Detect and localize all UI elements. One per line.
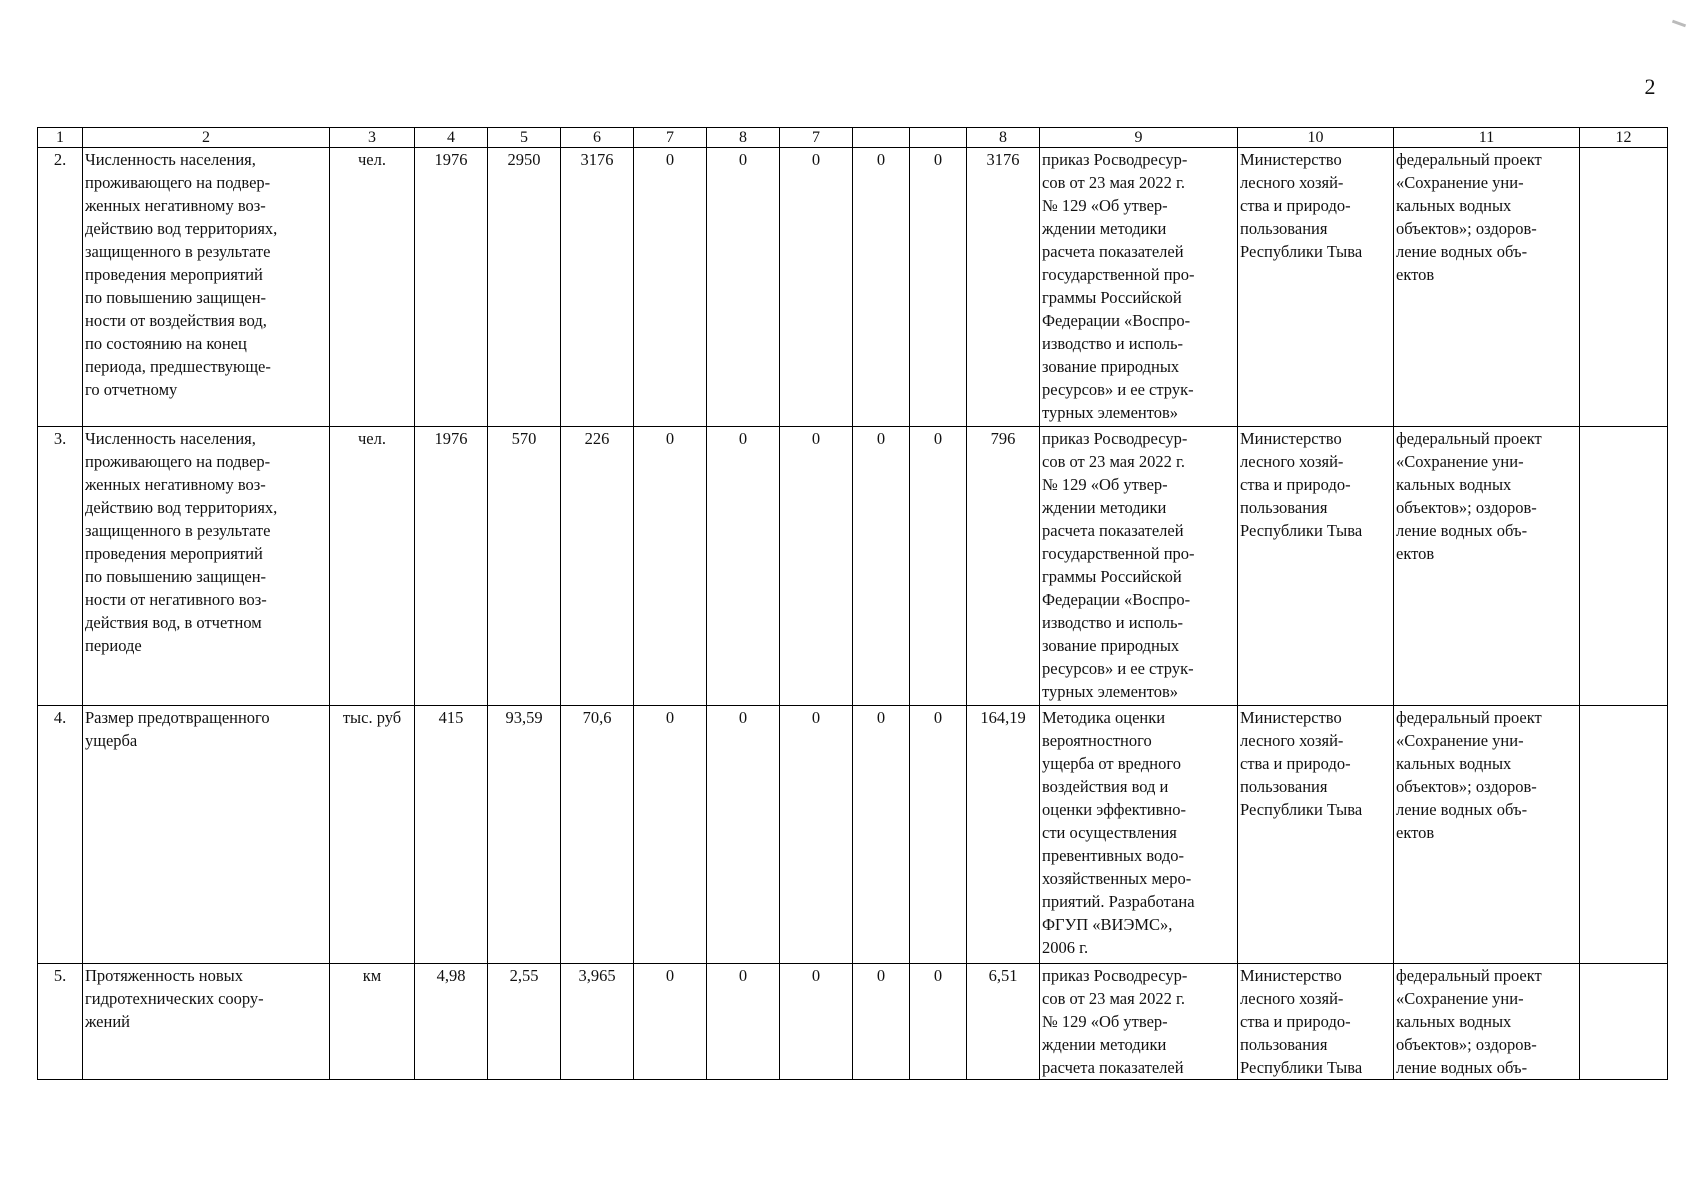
value-cell: 0 bbox=[910, 964, 967, 1080]
header-cell: 7 bbox=[634, 128, 707, 148]
value-cell: 0 bbox=[780, 427, 853, 706]
basis-cell: приказ Росводресур- сов от 23 мая 2022 г. № 129 «Об утвер- ждении методики расчета показателей bbox=[1042, 966, 1188, 1077]
value-cell: 0 bbox=[780, 706, 853, 964]
header-cell: 8 bbox=[707, 128, 780, 148]
note-cell bbox=[1580, 706, 1668, 964]
ministry-cell: Министерство лесного хозяй- ства и природо- пользования Республики Тыва bbox=[1240, 429, 1363, 540]
note-cell bbox=[1580, 427, 1668, 706]
ministry-cell: Министерство лесного хозяй- ства и природо- пользования Республики Тыва bbox=[1240, 708, 1363, 819]
value-cell: 0 bbox=[634, 427, 707, 706]
scan-mark bbox=[1672, 20, 1686, 28]
header-cell: 11 bbox=[1394, 128, 1580, 148]
value-cell: 3176 bbox=[967, 148, 1040, 427]
header-cell: 6 bbox=[561, 128, 634, 148]
value-cell: 0 bbox=[707, 427, 780, 706]
row-number: 3. bbox=[38, 427, 83, 706]
value-cell: 0 bbox=[853, 427, 910, 706]
value-cell: 3,965 bbox=[561, 964, 634, 1080]
indicator-name: Протяженность новых гидротехнических соору- жений bbox=[85, 966, 264, 1031]
header-cell: 10 bbox=[1238, 128, 1394, 148]
ministry-cell: Министерство лесного хозяй- ства и природо- пользования Республики Тыва bbox=[1240, 966, 1363, 1077]
value-cell: 0 bbox=[634, 706, 707, 964]
value-cell: 0 bbox=[853, 706, 910, 964]
indicator-name: Размер предотвращенного ущерба bbox=[85, 708, 270, 750]
header-cell bbox=[910, 128, 967, 148]
value-cell: 226 bbox=[561, 427, 634, 706]
table-row bbox=[38, 706, 1668, 964]
value-cell: 93,59 bbox=[488, 706, 561, 964]
value-cell: 0 bbox=[853, 148, 910, 427]
note-cell bbox=[1580, 148, 1668, 427]
header-cell: 9 bbox=[1040, 128, 1238, 148]
page-number: 2 bbox=[1644, 74, 1656, 99]
header-cell: 3 bbox=[330, 128, 415, 148]
value-cell: 2950 bbox=[488, 148, 561, 427]
header-cell: 1 bbox=[38, 128, 83, 148]
project-cell: федеральный проект «Сохранение уни- кальных водных объектов»; оздоров- ление водных объ- ектов bbox=[1396, 429, 1542, 563]
header-cell: 8 bbox=[967, 128, 1040, 148]
row-number: 4. bbox=[38, 706, 83, 964]
value-cell: 6,51 bbox=[967, 964, 1040, 1080]
basis-cell: приказ Росводресур- сов от 23 мая 2022 г. № 129 «Об утвер- ждении методики расчета показателей государственной про- граммы Российской Федерации «Воспро- изводство и исполь- зование природных ресурсов» и ее струк- турных элементов» bbox=[1042, 150, 1195, 422]
table-row bbox=[38, 148, 1668, 427]
value-cell: 1976 bbox=[415, 427, 488, 706]
value-cell: 0 bbox=[634, 964, 707, 1080]
value-cell: 0 bbox=[853, 964, 910, 1080]
value-cell: 2,55 bbox=[488, 964, 561, 1080]
basis-cell: Методика оценки вероятностного ущерба от вредного воздействия вод и оценки эффективно- сти осуществления превентивных водо- хозяйственных меро- приятий. Разработана ФГУП «ВИЭМС», 2006 г. bbox=[1042, 708, 1195, 957]
project-cell: федеральный проект «Сохранение уни- кальных водных объектов»; оздоров- ление водных объ- ектов bbox=[1396, 150, 1542, 284]
note-cell bbox=[1580, 964, 1668, 1080]
indicator-name: Численность населения, проживающего на подвер- женных негативному воз- действию вод территориях, защищенного в результате проведения мероприятий по повышению защищен- ности от воздействия вод, по состоянию на конец периода, предшествующе- го отчетному bbox=[85, 150, 278, 399]
basis-cell: приказ Росводресур- сов от 23 мая 2022 г. № 129 «Об утвер- ждении методики расчета показателей государственной про- граммы Российской Федерации «Воспро- изводство и исполь- зование природных ресурсов» и ее струк- турных элементов» bbox=[1042, 429, 1195, 701]
value-cell: 4,98 bbox=[415, 964, 488, 1080]
value-cell: 0 bbox=[707, 964, 780, 1080]
unit-cell: тыс. руб bbox=[330, 706, 415, 964]
value-cell: 0 bbox=[707, 148, 780, 427]
value-cell: 570 bbox=[488, 427, 561, 706]
row-number: 2. bbox=[38, 148, 83, 427]
value-cell: 796 bbox=[967, 427, 1040, 706]
row-number: 5. bbox=[38, 964, 83, 1080]
value-cell: 1976 bbox=[415, 148, 488, 427]
value-cell: 3176 bbox=[561, 148, 634, 427]
value-cell: 0 bbox=[780, 964, 853, 1080]
header-cell: 12 bbox=[1580, 128, 1668, 148]
indicator-name: Численность населения, проживающего на подвер- женных негативному воз- действию вод территориях, защищенного в результате проведения мероприятий по повышению защищен- ности от негативного воз- действия вод, в отчетном периоде bbox=[85, 429, 278, 655]
header-cell bbox=[853, 128, 910, 148]
header-cell: 4 bbox=[415, 128, 488, 148]
header-cell: 2 bbox=[83, 128, 330, 148]
value-cell: 0 bbox=[910, 706, 967, 964]
value-cell: 0 bbox=[780, 148, 853, 427]
table-row bbox=[38, 427, 1668, 706]
indicators-table bbox=[37, 127, 1668, 1080]
ministry-cell: Министерство лесного хозяй- ства и природо- пользования Республики Тыва bbox=[1240, 150, 1363, 261]
unit-cell: км bbox=[330, 964, 415, 1080]
unit-cell: чел. bbox=[330, 427, 415, 706]
value-cell: 70,6 bbox=[561, 706, 634, 964]
value-cell: 0 bbox=[707, 706, 780, 964]
value-cell: 0 bbox=[634, 148, 707, 427]
header-cell: 7 bbox=[780, 128, 853, 148]
table-header-row bbox=[38, 128, 1668, 148]
value-cell: 164,19 bbox=[967, 706, 1040, 964]
unit-cell: чел. bbox=[330, 148, 415, 427]
value-cell: 0 bbox=[910, 148, 967, 427]
project-cell: федеральный проект «Сохранение уни- кальных водных объектов»; оздоров- ление водных объ- ектов bbox=[1396, 708, 1542, 842]
value-cell: 415 bbox=[415, 706, 488, 964]
header-cell: 5 bbox=[488, 128, 561, 148]
project-cell: федеральный проект «Сохранение уни- кальных водных объектов»; оздоров- ление водных объ- bbox=[1396, 966, 1542, 1077]
value-cell: 0 bbox=[910, 427, 967, 706]
table-row bbox=[38, 964, 1668, 1080]
